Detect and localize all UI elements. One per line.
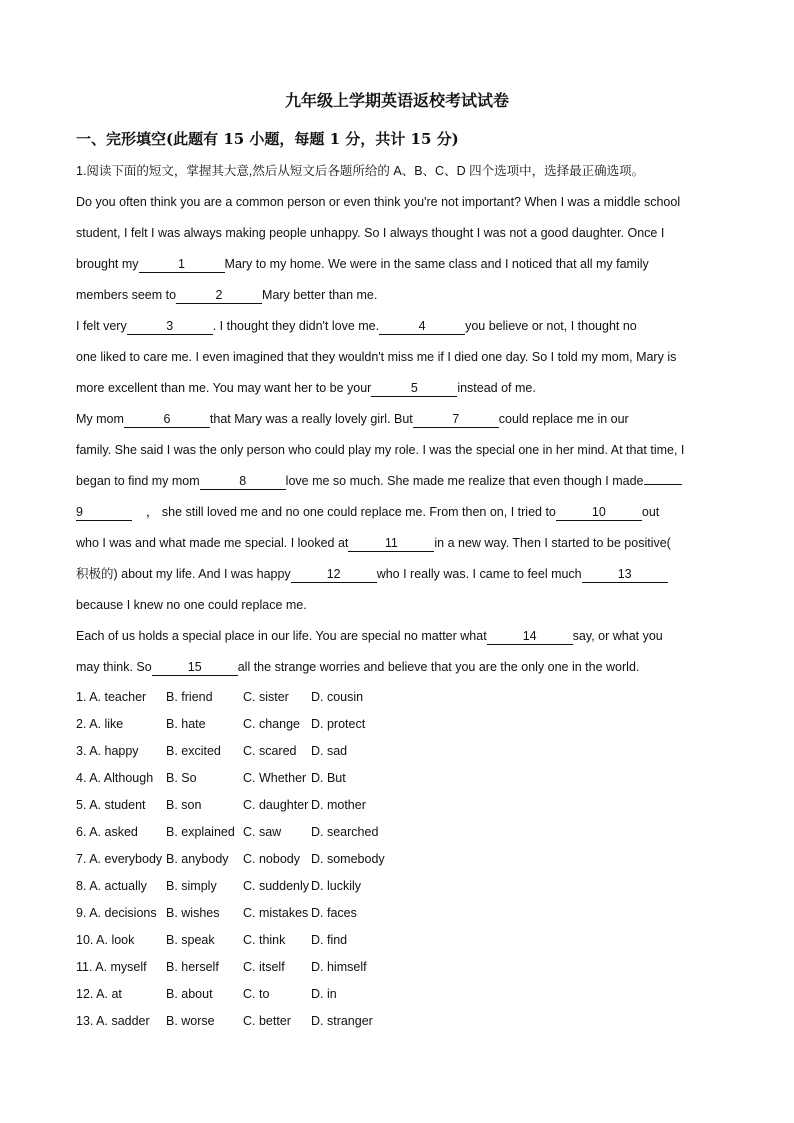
text-span: that Mary was a really lovely girl. But [209, 412, 413, 426]
option-d: D. somebody [311, 852, 385, 866]
blank-14: 14 [487, 629, 573, 645]
text-span: she still loved me and no one could replace me. From then on, I tried to [161, 505, 556, 519]
instruction: 1.阅读下面的短文，掌握其大意,然后从短文后各题所给的 A、B、C、D 四个选项中，选择最正确选项。 [76, 164, 645, 178]
option-b: B. hate [166, 717, 206, 731]
text-span: out [641, 505, 660, 519]
text-span: Mary to my home. We were in the same class and I noticed that all my family [224, 257, 649, 271]
option-d: D. himself [311, 960, 367, 974]
text-span: love me so much. She made me realize that even though I made [285, 474, 644, 488]
blank-8: 8 [200, 474, 286, 490]
text-span: members seem to [76, 288, 177, 302]
option-c: C. nobody [243, 852, 300, 866]
passage [76, 156, 720, 683]
blank-13: 13 [582, 567, 668, 583]
option-c: C. daughter [243, 798, 309, 812]
text-span: 积极的) about my life. And I was happy [76, 567, 291, 581]
blank-4: 4 [379, 319, 465, 335]
option-b: B. herself [166, 960, 219, 974]
text-span: all the strange worries and believe that you are the only one in the world. [237, 660, 640, 674]
option-b: B. about [166, 987, 213, 1001]
text-span: more excellent than me. You may want her to be your [76, 381, 372, 395]
passage-line: student, I felt I was always making people unhappy. So I always thought I was not a good daughter. Once I [76, 226, 665, 240]
blank-7: 7 [413, 412, 499, 428]
blank-2: 2 [176, 288, 262, 304]
passage-line: family. She said I was the only person who could play my role. I was the special one in her mind. At that time, I [76, 443, 685, 457]
option-c: C. think [243, 933, 286, 947]
option-d: D. searched [311, 825, 379, 839]
passage-line [76, 528, 720, 559]
passage-line: Do you often think you are a common person or even think you're not important? When I was a middle school [76, 195, 681, 209]
option-d: D. stranger [311, 1014, 373, 1028]
blank-3: 3 [127, 319, 213, 335]
text-span: brought my [76, 257, 139, 271]
text-span: you believe or not, I thought no [465, 319, 637, 333]
text-span: may think. So [76, 660, 152, 674]
option-c: C. to [243, 987, 270, 1001]
text-span: began to find my mom [76, 474, 200, 488]
text-span: who I was and what made me special. I looked at [76, 536, 349, 550]
option-a: 13. A. sadder [76, 1014, 150, 1028]
option-b: B. excited [166, 744, 221, 758]
passage-line [76, 466, 720, 497]
text-span: . I thought they didn't love me. [212, 319, 380, 333]
option-a: 12. A. at [76, 987, 122, 1001]
passage-line [76, 311, 720, 342]
option-b: B. wishes [166, 906, 220, 920]
text-span: in a new way. Then I started to be positive( [434, 536, 671, 550]
option-c: C. scared [243, 744, 297, 758]
option-a: 7. A. everybody [76, 852, 163, 866]
passage-line: because I knew no one could replace me. [76, 598, 307, 612]
option-a: 6. A. asked [76, 825, 138, 839]
option-d: D. But [311, 771, 346, 785]
option-c: C. sister [243, 690, 289, 704]
option-b: B. son [166, 798, 202, 812]
text-span: Mary better than me. [262, 288, 378, 302]
section-heading: 一、完形填空(此题有 15 小题，每题 1 分，共计 15 分) [76, 130, 459, 148]
option-c: C. suddenly [243, 879, 310, 893]
blank-9: 9 [76, 505, 132, 521]
passage-line: one liked to care me. I even imagined that they wouldn't miss me if I died one day. So I told my mom, Mary is [76, 350, 677, 364]
blank-12: 12 [291, 567, 377, 583]
option-b: B. simply [166, 879, 217, 893]
option-b: B. speak [166, 933, 215, 947]
option-a: 5. A. student [76, 798, 146, 812]
option-c: C. itself [243, 960, 285, 974]
blank-1: 1 [139, 257, 225, 273]
option-d: D. mother [311, 798, 366, 812]
blank-11: 11 [348, 536, 434, 552]
option-b: B. worse [166, 1014, 215, 1028]
option-a: 1. A. teacher [76, 690, 147, 704]
option-d: D. sad [311, 744, 348, 758]
blank-5: 5 [371, 381, 457, 397]
option-d: D. in [311, 987, 337, 1001]
blank-10: 10 [556, 505, 642, 521]
passage-line [76, 280, 720, 311]
option-c: C. saw [243, 825, 282, 839]
text-span: could replace me in our [498, 412, 629, 426]
option-b: B. So [166, 771, 197, 785]
text-span: My mom [76, 412, 124, 426]
blank-15: 15 [152, 660, 238, 676]
option-c: C. mistakes [243, 906, 309, 920]
option-d: D. protect [311, 717, 366, 731]
option-c: C. Whether [243, 771, 307, 785]
option-d: D. luckily [311, 879, 362, 893]
text-span: say, or what you [572, 629, 663, 643]
option-c: C. better [243, 1014, 291, 1028]
blank-9-start [644, 469, 682, 485]
option-a: 3. A. happy [76, 744, 139, 758]
text-span: Each of us holds a special place in our life. You are special no matter what [76, 629, 487, 643]
passage-line [76, 249, 720, 280]
blank-6: 6 [124, 412, 210, 428]
option-a: 10. A. look [76, 933, 135, 947]
option-d: D. faces [311, 906, 357, 920]
option-b: B. anybody [166, 852, 229, 866]
passage-line [76, 404, 720, 435]
page-title: 九年级上学期英语返校考试试卷 [284, 91, 509, 110]
option-a: 2. A. like [76, 717, 124, 731]
option-b: B. friend [166, 690, 213, 704]
option-d: D. find [311, 933, 348, 947]
text-span: instead of me. [457, 381, 536, 395]
option-d: D. cousin [311, 690, 364, 704]
option-a: 9. A. decisions [76, 906, 157, 920]
option-a: 11. A. myself [76, 960, 147, 974]
passage-line [76, 373, 720, 404]
option-c: C. change [243, 717, 300, 731]
text-span: I felt very [76, 319, 127, 333]
text-span: who I really was. I came to feel much [376, 567, 582, 581]
passage-line [76, 652, 720, 683]
option-b: B. explained [166, 825, 235, 839]
passage-line [76, 621, 720, 652]
text-span: ， [145, 505, 159, 519]
option-a: 4. A. Although [76, 771, 154, 785]
option-a: 8. A. actually [76, 879, 147, 893]
passage-line [76, 497, 720, 528]
passage-line [76, 559, 720, 590]
